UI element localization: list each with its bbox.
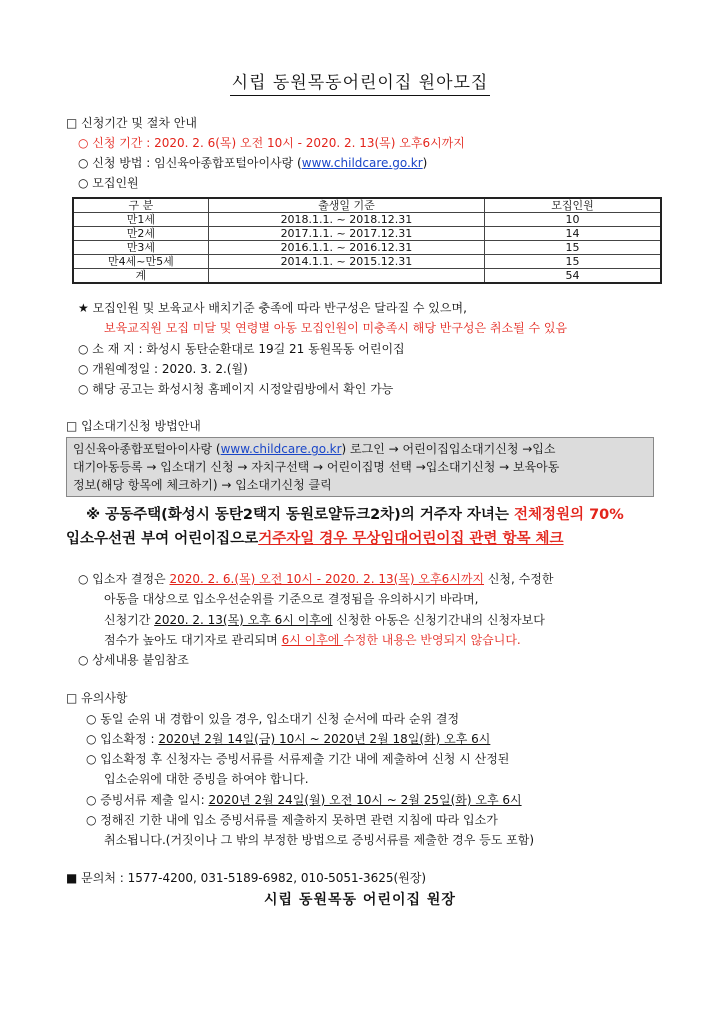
selection-line: 신청기간 2020. 2. 13(목) 오후 6시 이후에 신청한 아동은 신청기간내의 신청자보다 [104,613,545,627]
star-note: ★ 모집인원 및 보육교사 배치기준 충족에 따라 반구성은 달라질 수 있으며, [78,301,467,315]
caution-item: ○ 정해진 기한 내에 입소 증빙서류를 제출하지 못하면 관련 지침에 따라 입소가 [86,813,498,827]
page-title: 시립 동원목동어린이집 원아모집 [0,68,720,93]
waitlist-procedure-box [66,437,654,497]
column-header: 구 분 [73,198,208,213]
details-reference: ○ 상세내용 붙임참조 [78,653,189,667]
table-cell: 만1세 [73,213,208,227]
caution-item: ○ 증빙서류 제출 일시: 2020년 2월 24일(월) 오전 10시 ~ 2월 25일(화) 오후 6시 [86,793,522,807]
section-heading-application: □ 신청기간 및 절차 안내 [66,116,197,130]
priority-notice-line2: 입소우선권 부여 어린이집으로거주자일 경우 무상임대어린이집 관련 항목 체크 [66,531,564,547]
caution-item: ○ 동일 순위 내 경합이 있을 경우, 입소대기 신청 순서에 따라 순위 결정 [86,712,460,726]
table-row [73,213,661,227]
column-header: 모집인원 [485,198,661,213]
notice-location: ○ 해당 공고는 화성시청 홈페이지 시정알림방에서 확인 가능 [78,382,394,396]
table-cell: 54 [485,269,661,284]
table-cell [208,269,484,284]
recruit-heading: ○ 모집인원 [78,176,139,190]
section-heading-cautions: □ 유의사항 [66,691,128,705]
table-total-row [73,269,661,284]
table-cell: 2016.1.1. ~ 2016.12.31 [208,241,484,255]
procedure-line: 대기아동등록 → 입소대기 신청 → 자치구선택 → 어린이집명 선택 →입소대기신청 → 보육아동 [73,460,560,474]
table-row [73,255,661,269]
selection-line: 아동을 대상으로 입소우선순위를 기준으로 결정됨을 유의하시기 바라며, [104,592,479,606]
table-cell: 14 [485,227,661,241]
table-row [73,241,661,255]
column-header: 출생일 기준 [208,198,484,213]
table-cell: 2017.1.1. ~ 2017.12.31 [208,227,484,241]
cancellation-note: 보육교직원 모집 미달 및 연령별 아동 모집인원이 미충족시 해당 반구성은 취소될 수 있음 [104,321,568,335]
location: ○ 소 재 지 : 화성시 동탄순환대로 19길 21 동원목동 어린이집 [78,342,405,356]
section-heading-waitlist: □ 입소대기신청 방법안내 [66,419,201,433]
contact-info: ■ 문의처 : 1577-4200, 031-5189-6982, 010-5051-3625(원장) [66,871,427,885]
caution-item: ○ 입소확정 후 신청자는 증빙서류를 서류제출 기간 내에 제출하여 신청 시 산정된 [86,752,510,766]
table-cell: 2014.1.1. ~ 2015.12.31 [208,255,484,269]
procedure-line: 정보(해당 항목에 체크하기) → 입소대기신청 클릭 [73,478,332,492]
recruitment-table [72,197,662,284]
signature: 시립 동원목동 어린이집 원장 [264,892,456,908]
caution-item: 취소됩니다.(거짓이나 그 밖의 부정한 방법으로 증빙서류를 제출한 경우 등도 포함) [104,833,535,847]
application-method: ○ 신청 방법 : 임신육아종합포털아이사랑 (www.childcare.go.kr) [78,156,428,170]
table-cell: 2018.1.1. ~ 2018.12.31 [208,213,484,227]
childcare-link[interactable]: www.childcare.go.kr [220,442,342,456]
table-row [73,227,661,241]
table-cell: 만2세 [73,227,208,241]
table-cell: 만4세~만5세 [73,255,208,269]
table-cell: 계 [73,269,208,284]
table-cell: 만3세 [73,241,208,255]
childcare-link[interactable]: www.childcare.go.kr [301,156,423,170]
opening-date: ○ 개원예정일 : 2020. 3. 2.(월) [78,362,248,376]
selection-line: ○ 입소자 결정은 2020. 2. 6.(목) 오전 10시 - 2020. 2. 13(목) 오후6시까지 신청, 수정한 [78,572,554,586]
table-header-row [73,198,661,213]
table-cell: 10 [485,213,661,227]
application-period: ○ 신청 기간 : 2020. 2. 6(목) 오전 10시 - 2020. 2. 13(목) 오후6시까지 [78,136,465,150]
table-cell: 15 [485,241,661,255]
procedure-line: 임신육아종합포털아이사랑 (www.childcare.go.kr) 로그인 → 어린이집입소대기신청 →입소 [73,442,556,456]
caution-item: ○ 입소확정 : 2020년 2월 14일(금) 10시 ~ 2020년 2월 18일(화) 오후 6시 [86,732,491,746]
table-cell: 15 [485,255,661,269]
caution-item: 입소순위에 대한 증빙을 하여야 합니다. [104,772,309,786]
selection-line: 점수가 높아도 대기자로 관리되며 6시 이후에 수정한 내용은 반영되지 않습니다. [104,633,521,647]
priority-notice-line1: ※ 공동주택(화성시 동탄2택지 동원로얄듀크2차)의 거주자 자녀는 전체정원의 70% [86,507,624,523]
